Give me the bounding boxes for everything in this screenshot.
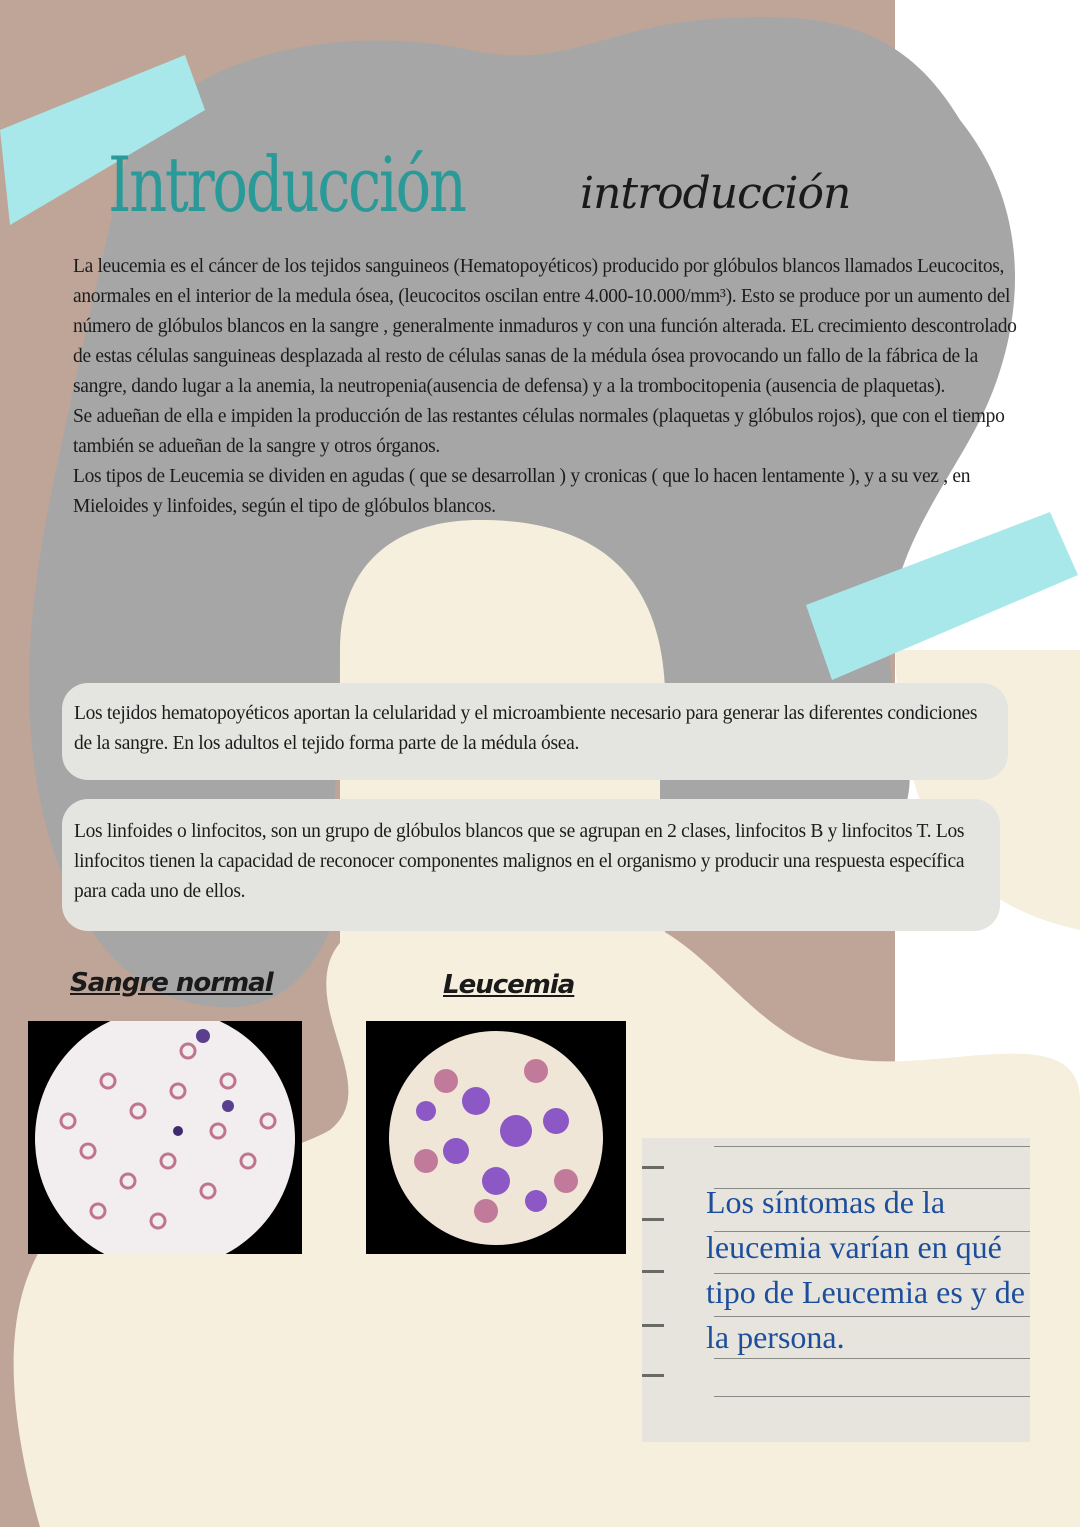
intro-paragraph: La leucemia es el cáncer de los tejidos sanguineos (Hematopoyéticos) producido por glóbulos blancos llamados Leucocitos, anormales en el interior de la medula ósea, (leucocitos oscilan entre 4.000-10.000/mm³). Esto se produce por un aumento del número de glóbulos blancos en la sangre , generalmente inmaduros y con una función alterada. EL crecimiento descontrolado de estas células sanguineas desplazada al resto de células sanas de la médula ósea provocando un fallo de la fábrica de la sangre, dando lugar a la anemia, la neutropenia(ausencia de defensa) y a la trombocitopenia (ausencia de plaquetas).	[73, 256, 1017, 397]
page-title: Introducción	[108, 140, 465, 229]
info-box-lymphoid: Los linfoides o linfocitos, son un grupo de glóbulos blancos que se agrupan en 2 clases, linfocitos B y linfocitos T. Los linfocitos tienen la capacidad de reconocer componentes malignos en el organismo y producir una respuesta específica para cada uno de ellos.	[62, 799, 1000, 931]
normal-blood-label: Sangre normal	[70, 968, 273, 998]
intro-text	[73, 252, 1018, 522]
page-title-script: introducción	[580, 168, 851, 219]
leukemia-blood-image	[366, 1021, 626, 1254]
intro-paragraph: Los tipos de Leucemia se dividen en agudas ( que se desarrollan ) y cronicas ( que lo hacen lentamente ), y a su vez , en Mieloides y linfoides, según el tipo de glóbulos blancos.	[73, 466, 971, 517]
intro-paragraph: Se adueñan de ella e impiden la producción de las restantes células normales (plaquetas y glóbulos rojos), que con el tiempo también se adueñan de la sangre y otros órganos.	[73, 406, 1005, 457]
info-box-hematopoietic: Los tejidos hematopoyéticos aportan la celularidad y el microambiente necesario para generar las diferentes condiciones de la sangre. En los adultos el tejido forma parte de la médula ósea.	[62, 683, 1008, 780]
leukemia-label: Leucemia	[443, 970, 575, 1000]
normal-blood-image	[28, 1021, 302, 1254]
symptoms-note-text: Los síntomas de la leucemia varían en qué tipo de Leucemia es y de la persona.	[706, 1184, 1025, 1355]
